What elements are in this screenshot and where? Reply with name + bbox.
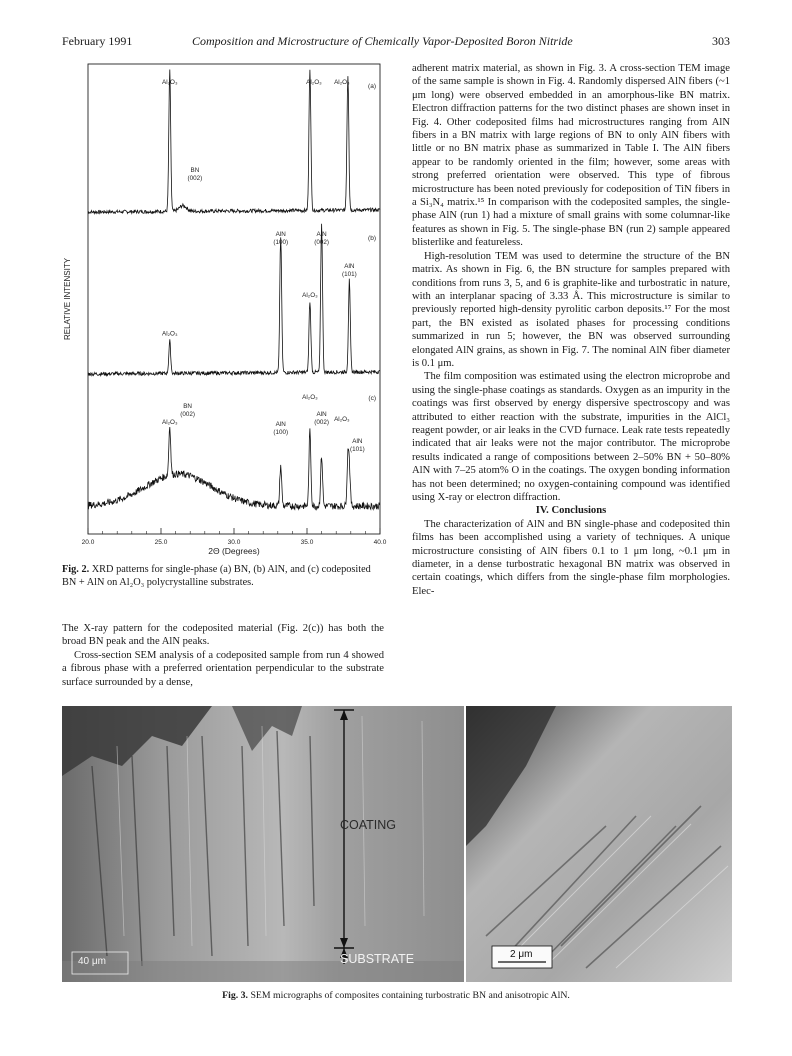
x-tick-label: 25.0: [154, 539, 168, 546]
peak-label: Al₂O₃: [334, 79, 350, 86]
peak-label: (101): [349, 446, 365, 453]
peak-label: Al₂O₃: [162, 419, 178, 426]
peak-label: Al₂O₃: [302, 291, 318, 299]
peak-label: (100): [273, 429, 289, 436]
body-paragraph: adherent matrix material, as shown in Fig. 3. A cross-section TEM image of the same sample is shown in Fig. 4. Randomly dispersed AlN fibers (~1 μm long) were observed embedded in an amorphous-like BN matrix. Electron diffraction patterns for the two distinct phases are shown inset in Fig. 4. Other codeposited films had microstructures ranging from AlN fibers in a BN matrix with large regions of BN to only AlN fibers with little or no BN matrix phase as summarized in Table I. The AlN fibers appear to be randomly oriented in the film; however, some areas with strong preferred orientation were observed. This type of fibrous microstructure has been noted previously for codeposition of TiN fibers in a Si₃N₄ matrix.¹⁵ In comparison with the codeposited samples, the single-phase AlN (run 1) had a mixture of small grains with some columnar-like features as shown in Fig. 5. The single-phase BN (run 2) sample appeared blisterlike and featureless.: [412, 63, 730, 249]
peak-label: AlN: [275, 421, 286, 428]
peak-label: Al₂O₃: [302, 394, 318, 401]
peak-label: AlN: [316, 411, 327, 418]
fig2-caption-text: XRD patterns for single-phase (a) BN, (b) AlN, and (c) codeposited BN + AlN on Al₂O₃ polycrystalline substrates.: [62, 564, 371, 588]
panel-label: (a): [368, 83, 376, 90]
body-paragraph: High-resolution TEM was used to determine the structure of the BN matrix. As shown in Fig. 6, the BN structure for samples prepared with conditions from runs 3, 5, and 6 is graphite-like and turbostratic in nature, with an interplanar spacing of 3.33 Å. This microstructure is similar to previously reported high-density pyrolitic carbon deposits.¹⁷ For the most part, the BN existed as isolated phases for processing conditions summarized in run 5; however, the BN was observed surrounding elongated AlN grains, as shown in Fig. 7. The nominal AlN fiber diameter is 0.1 μm.: [412, 250, 730, 369]
body-paragraph: The X-ray pattern for the codeposited material (Fig. 2(c)) has both the broad BN peak and the AlN peaks.: [62, 623, 384, 648]
fig3-caption-label: Fig. 3.: [222, 990, 248, 1001]
xrd-trace-2: [88, 224, 380, 376]
x-axis-label: 2Θ (Degrees): [208, 546, 260, 556]
running-header: [62, 34, 730, 50]
peak-label: (002): [187, 175, 203, 182]
body-paragraph: The film composition was estimated using the electron microprobe and using the single-phase coatings as standards. Oxygen as an impurity in the coatings was first observed by energy dispersive spectroscopy and was attributed to either reaction with the substrate, impurities in the AlCl₃ reagent powder, or air leaks in the CVD furnace. Leak rate tests repeatedly indicated that air leaks were not the major contributor. The microprobe results indicated a range of compositions between 2–50% BN + 50–80% AlN with 7–25 atom% O in the coatings. The oxygen bonding information has not been determined; no oxygen-containing compound was identified using X-ray or electron diffraction.: [412, 371, 730, 503]
peak-label: Al₂O₃: [334, 416, 350, 423]
issue-date: February 1991: [62, 34, 133, 48]
x-tick-label: 40.0: [373, 539, 387, 546]
peak-label: BN: [183, 403, 192, 410]
y-axis-label: RELATIVE INTENSITY: [63, 257, 72, 341]
fig3-caption: [62, 990, 730, 1003]
peak-label: Al₂O₃: [162, 79, 178, 86]
body-paragraph: Cross-section SEM analysis of a codeposited sample from run 4 showed a fibrous phase with a preferred orientation perpendicular to the substrate surface surrounded by a dense,: [62, 649, 384, 688]
x-tick-label: 30.0: [227, 539, 241, 546]
panel-label: (b): [368, 235, 376, 242]
coating-label: COATING: [340, 818, 397, 832]
sem-texture-right: [466, 706, 732, 982]
section-heading: IV. Conclusions: [535, 505, 607, 517]
peak-label: (101): [341, 271, 357, 279]
peak-label: (100): [273, 239, 289, 246]
fig2-caption: [62, 564, 384, 589]
scale-bar-left: 40 μm: [78, 956, 106, 967]
peak-label: AlN: [316, 231, 327, 238]
panel-label: (c): [368, 395, 376, 402]
sem-micrograph-left: [62, 706, 464, 982]
scale-bar-right: 2 μm: [510, 949, 533, 960]
peak-label: AlN: [352, 438, 363, 445]
body-paragraph: The characterization of AlN and BN single-phase and codeposited thin films has been accomplished using a variety of techniques. A unique microstructure consisting of AlN fibers 0.1 to 1 μm long, ~0.1 μm in diameter, in a dense turbostratic hexagonal BN matrix was observed in certain coatings, which differs from the single-phase film morphologies. Elec-: [412, 518, 730, 597]
substrate-label: SUBSTRATE: [340, 952, 415, 966]
sem-texture-left: [62, 706, 464, 982]
fig2-caption-label: Fig. 2.: [62, 564, 90, 575]
fig3-caption-text: SEM micrographs of composites containing turbostratic BN and anisotropic AlN.: [250, 990, 570, 1001]
peak-label: (002): [180, 411, 195, 418]
peak-label: BN: [190, 167, 200, 174]
xrd-trace-1: [88, 70, 380, 214]
peak-label: (002): [314, 239, 329, 246]
running-title: Composition and Microstructure of Chemically Vapor-Deposited Boron Nitride: [192, 34, 573, 48]
peak-label: (002): [314, 419, 329, 426]
peak-label: Al₂O₃: [306, 79, 322, 86]
peak-label: Al₂O₃: [162, 330, 178, 338]
xrd-chart: [62, 62, 392, 562]
peak-label: AlN: [344, 263, 355, 271]
x-tick-label: 20.0: [81, 539, 95, 546]
xrd-trace-3: [88, 427, 380, 510]
x-tick-label: 35.0: [300, 539, 314, 546]
sem-micrograph-right: [466, 706, 732, 982]
right-column-text: [412, 62, 730, 598]
peak-label: AlN: [275, 231, 286, 238]
page-number: 303: [712, 34, 730, 48]
left-column-text: [62, 622, 384, 689]
plot-frame: [88, 64, 380, 534]
